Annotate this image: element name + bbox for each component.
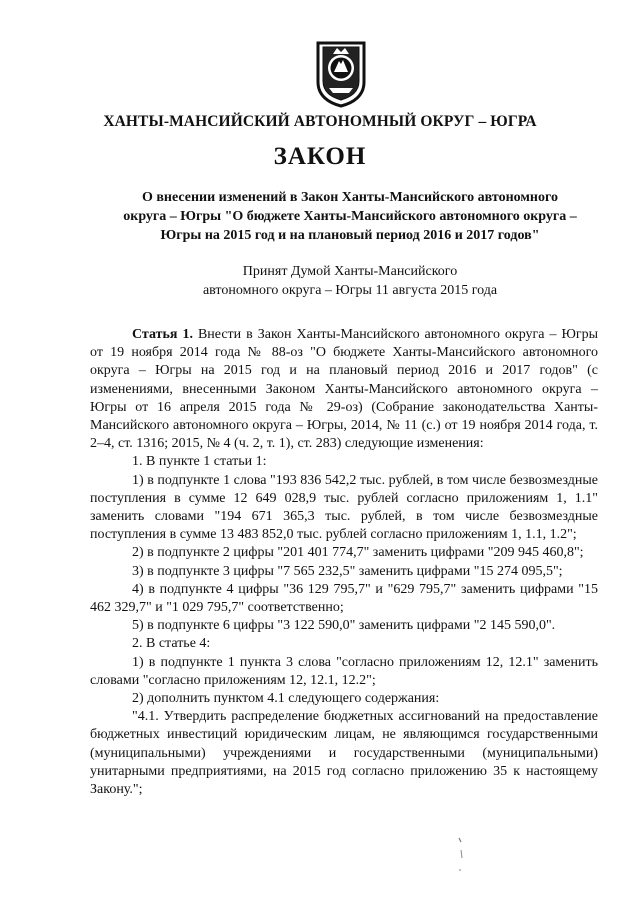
title-line: округа – Югры "О бюджете Ханты-Мансийского автономного округа – xyxy=(123,209,577,224)
article-number: Статья 1. xyxy=(132,327,193,342)
region-name: ХАНТЫ-МАНСИЙСКИЙ АВТОНОМНЫЙ ОКРУГ – ЮГРА xyxy=(103,113,537,130)
body-paragraph: 1. В пункте 1 статьи 1: xyxy=(132,454,267,470)
article-text: Внести в Закон Ханты-Мансийского автономного округа – Югры от 19 ноября 2014 года № 88-оз "О бюджете Ханты-Мансийского автономного округа – Югры на 2015 год и на плановый период 2016 и 2017 годов" (с изменениями, внесенными Законом Ханты-Мансийского автономного округа – Югры от 16 апреля 2015 года № 29-оз) (Собрание законодательства Ханты-Мансийского автономного округа – Югры, 2014, № 11 (с.) от 19 ноября 2014 года, т. 2–4, ст. 1316; 2015, № 4 (ч. 2, т. 1), ст. 283) следующие изменения: xyxy=(90,327,598,452)
body-paragraph: 2. В статье 4: xyxy=(132,636,211,652)
adoption-line: Принят Думой Ханты-Мансийского xyxy=(242,264,458,279)
body-paragraph: 3) в подпункте 3 цифры "7 565 232,5" заменить цифрами "15 274 095,5"; xyxy=(132,563,563,579)
article-paragraph xyxy=(90,326,598,453)
body-paragraph: 1) в подпункте 1 слова "193 836 542,2 тыс. рублей, в том числе безвозмездные поступления в сумме 12 649 028,9 тыс. рублей согласно приложениям 1, 1.1" заменить словами "194 671 365,3 тыс. рублей, в том числе безвозмездные поступления в сумме 13 483 852,0 тыс. рублей согласно приложениям 1, 1.1, 1.2"; xyxy=(90,472,598,543)
law-title xyxy=(108,188,592,245)
body-paragraph: 4) в подпункте 4 цифры "36 129 795,7" и "629 795,7" заменить цифрами "15 462 329,7" и "1 029 795,7" соответственно; xyxy=(90,581,598,616)
body-paragraph: 2) дополнить пунктом 4.1 следующего содержания: xyxy=(132,691,440,707)
title-line: О внесении изменений в Закон Ханты-Мансийского автономного xyxy=(141,190,558,205)
title-line: Югры на 2015 год и на плановый период 2016 и 2017 годов" xyxy=(160,228,540,243)
body-paragraph: 2) в подпункте 2 цифры "201 401 774,7" заменить цифрами "209 945 460,8"; xyxy=(132,545,584,561)
document-type: ЗАКОН xyxy=(273,143,367,170)
body-paragraph: 5) в подпункте 6 цифры "3 122 590,0" заменить цифрами "2 145 590,0". xyxy=(132,618,556,634)
adoption-note xyxy=(140,262,560,300)
law-body xyxy=(90,326,598,799)
scan-specks xyxy=(455,836,467,876)
adoption-line: автономного округа – Югры 11 августа 2015 года xyxy=(202,283,498,298)
body-paragraph: "4.1. Утвердить распределение бюджетных ассигнований на предоставление бюджетных инвестиций юридическим лицам, не являющимся государственными (муниципальными) учреждениями и государственными (муниципальными) унитарными предприятиями, на 2015 год согласно приложению 35 к настоящему Закону."; xyxy=(90,709,598,798)
body-paragraph: 1) в подпункте 1 пункта 3 слова "согласно приложениям 12, 12.1" заменить словами "согласно приложениям 12, 12.1, 12.2"; xyxy=(90,654,598,688)
coat-of-arms-emblem xyxy=(315,40,367,108)
